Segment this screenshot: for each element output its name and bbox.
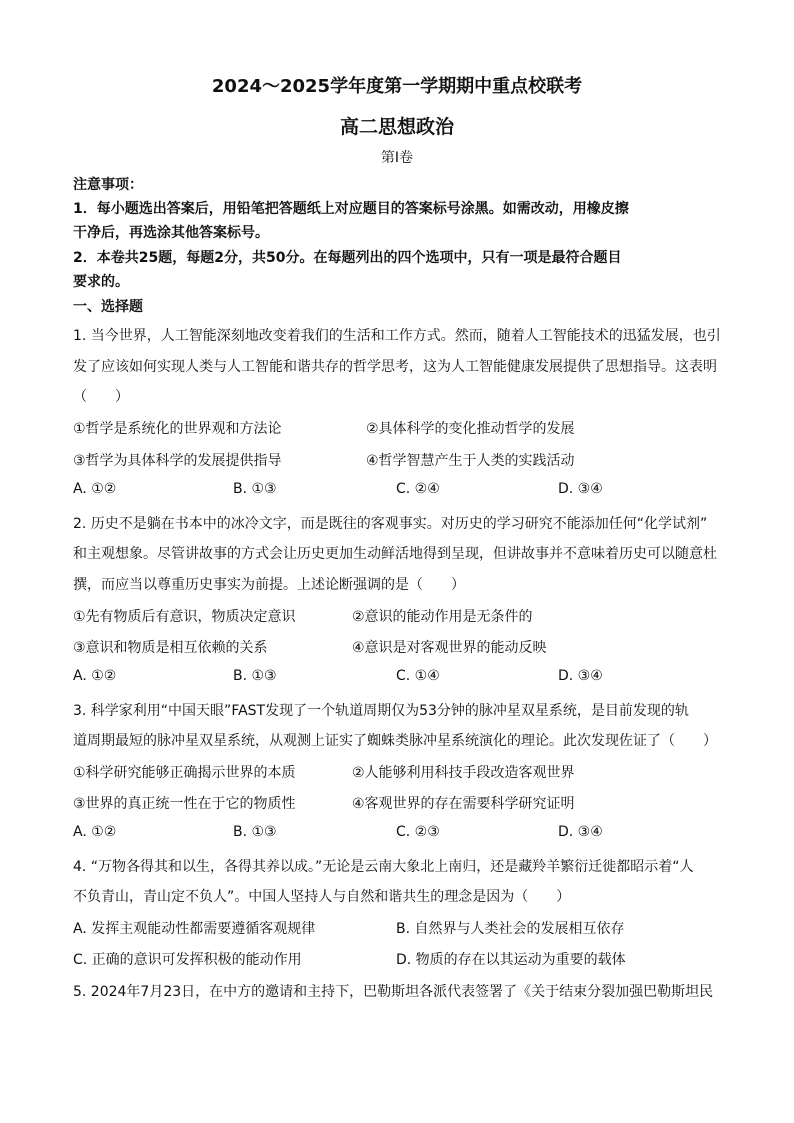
statement: ④哲学智慧产生于人类的实践活动	[366, 453, 575, 469]
question-stem: 2. 历史不是躺在书本中的冰冷文字，而是既往的客观事实。对历史的学习研究不能添加任何“化学试剂”	[73, 516, 708, 532]
notice-heading: 注意事项：	[73, 177, 143, 193]
choice-a: A. 发挥主观能动性都需要遵循客观规律	[73, 921, 316, 937]
choice-b: B. ①③	[233, 668, 277, 684]
choice-a: A. ①②	[73, 824, 117, 840]
statement: ④意识是对客观世界的能动反映	[352, 640, 547, 656]
statement: ①先有物质后有意识，物质决定意识	[73, 609, 296, 625]
section-heading: 一、选择题	[73, 299, 143, 315]
statement: ③哲学为具体科学的发展提供指导	[73, 453, 282, 469]
question-stem: 撰，而应当以尊重历史事实为前提。上述论断强调的是（ ）	[73, 577, 465, 593]
volume-label: 第Ⅰ卷	[380, 150, 414, 166]
choice-d: D. 物质的存在以其运动为重要的载体	[396, 952, 626, 968]
choice-c: C. ①④	[396, 668, 440, 684]
question-stem: （ ）	[73, 389, 129, 405]
question-stem: 5. 2024年7月23日，在中方的邀请和主持下，巴勒斯坦各派代表签署了《关于结束分裂加强巴勒斯坦民	[73, 984, 714, 1000]
choice-c: C. ②④	[396, 481, 440, 497]
question-stem: 1. 当今世界，人工智能深刻地改变着我们的生活和工作方式。然而，随着人工智能技术的迅猛发展，也引	[73, 328, 721, 344]
statement: ①科学研究能够正确揭示世界的本质	[73, 765, 296, 781]
choice-c: C. 正确的意识可发挥积极的能动作用	[73, 952, 302, 968]
choice-d: D. ③④	[558, 824, 603, 840]
notice-line: 要求的。	[73, 274, 129, 290]
statement: ②意识的能动作用是无条件的	[352, 609, 533, 625]
choice-a: A. ①②	[73, 481, 117, 497]
statement: ③意识和物质是相互依赖的关系	[73, 640, 268, 656]
question-stem: 3. 科学家利用“中国天眼”FAST发现了一个轨道周期仅为53分钟的脉冲星双星系统，是目前发现的轨	[73, 703, 689, 719]
notice-line: 1．每小题选出答案后，用铅笔把答题纸上对应题目的答案标号涂黑。如需改动，用橡皮擦	[73, 201, 629, 217]
choice-b: B. ①③	[233, 824, 277, 840]
question-stem: 4. “万物各得其和以生，各得其养以成。”无论是云南大象北上南归，还是藏羚羊繁衍迁徙都昭示着“人	[73, 859, 694, 875]
statement: ②人能够利用科技手段改造客观世界	[352, 765, 575, 781]
choice-b: B. ①③	[233, 481, 277, 497]
statement: ④客观世界的存在需要科学研究证明	[352, 796, 575, 812]
statement: ③世界的真正统一性在于它的物质性	[73, 796, 296, 812]
question-stem: 和主观想象。尽管讲故事的方式会让历史更加生动鲜活地得到呈现，但讲故事并不意味着历史可以随意杜	[73, 546, 717, 562]
notice-line: 2．本卷共25题，每题2分，共50分。在每题列出的四个选项中，只有一项是最符合题目	[73, 250, 622, 266]
choice-a: A. ①②	[73, 668, 117, 684]
question-stem: 道周期最短的脉冲星双星系统，从观测上证实了蜘蛛类脉冲星系统演化的理论。此次发现佐证了（ ）	[73, 733, 717, 749]
statement: ②具体科学的变化推动哲学的发展	[366, 421, 575, 437]
choice-c: C. ②③	[396, 824, 440, 840]
notice-line: 干净后，再选涂其他答案标号。	[73, 225, 269, 241]
subject-title: 高二思想政治	[339, 116, 454, 138]
exam-title: 2024～2025学年度第一学期期中重点校联考	[211, 76, 583, 97]
choice-d: D. ③④	[558, 481, 603, 497]
question-stem: 发了应该如何实现人类与人工智能和谐共存的哲学思考，这为人工智能健康发展提供了思想指导。这表明	[73, 359, 717, 375]
question-stem: 不负青山，青山定不负人”。中国人坚持人与自然和谐共生的理念是因为（ ）	[73, 889, 571, 905]
statement: ①哲学是系统化的世界观和方法论	[73, 421, 282, 437]
choice-b: B. 自然界与人类社会的发展相互依存	[396, 921, 625, 937]
choice-d: D. ③④	[558, 668, 603, 684]
